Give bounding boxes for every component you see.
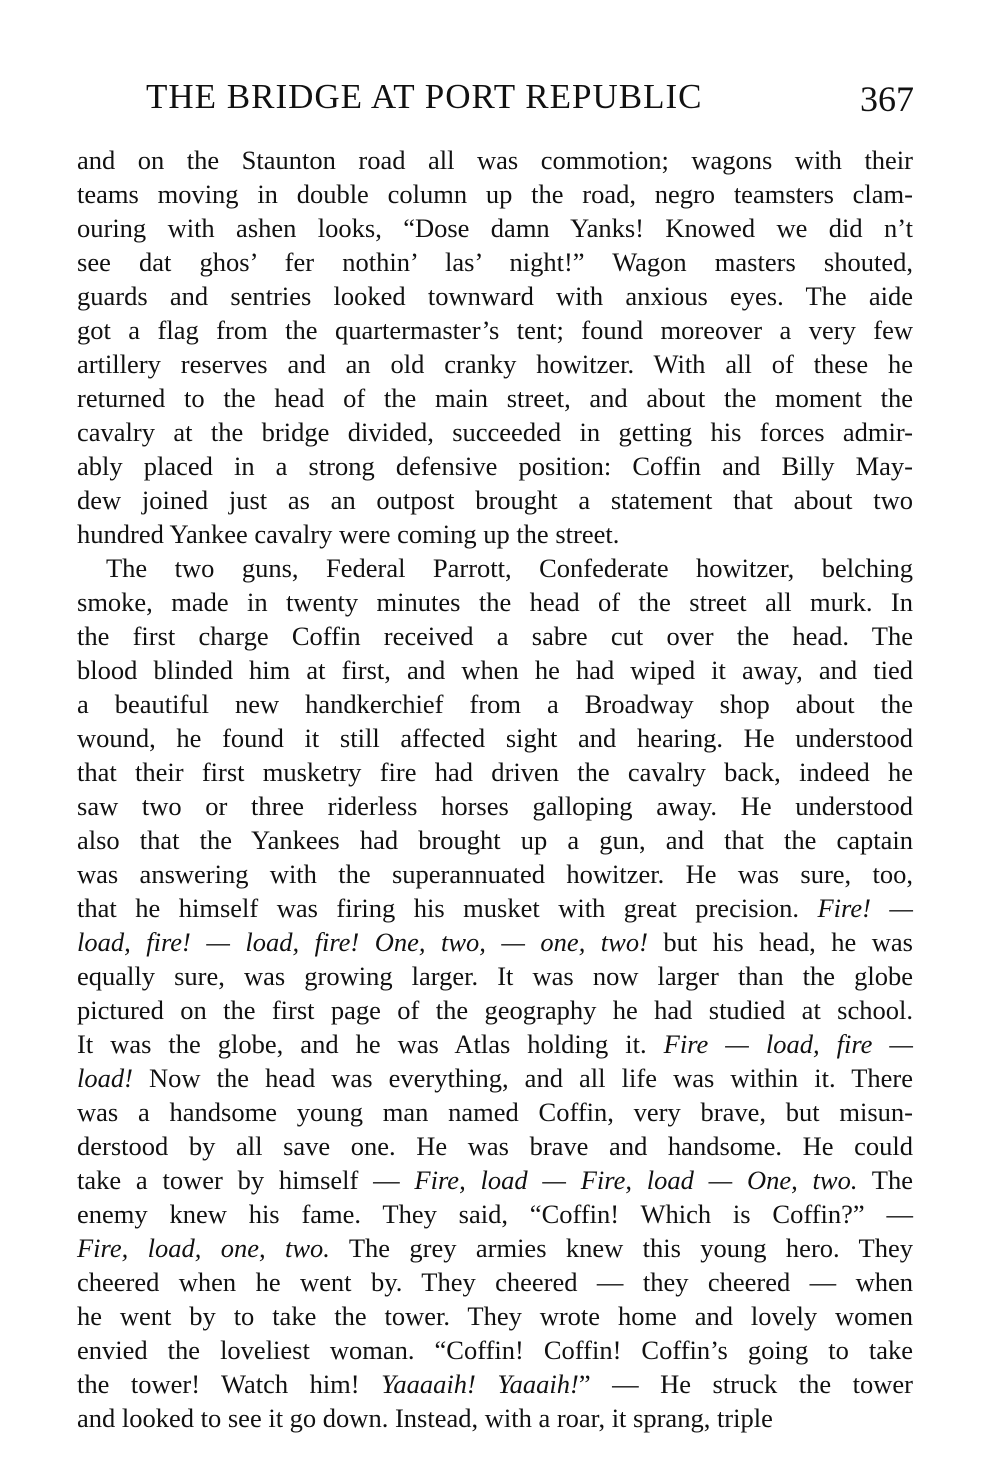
text-run: wound, he found it still affected sight and hearing. He understood xyxy=(77,723,913,753)
text-line xyxy=(77,993,913,1027)
text-run: guards and sentries looked townward with anxious eyes. The aide xyxy=(77,281,913,311)
text-run: see dat ghos’ fer nothin’ las’ night!” Wagon masters shouted, xyxy=(77,247,913,277)
text-run: take a tower by himself — xyxy=(77,1165,415,1195)
text-line xyxy=(77,347,913,381)
text-run: returned to the head of the main street, and about the moment the xyxy=(77,383,913,413)
text-line xyxy=(77,891,913,925)
text-line xyxy=(77,313,913,347)
text-line xyxy=(77,789,913,823)
italic-run: Fire — load, fire — xyxy=(663,1029,913,1059)
italic-run: load, fire! — load, fire! One, two, — one, two! xyxy=(77,927,648,957)
text-run: derstood by all save one. He was brave and handsome. He could xyxy=(77,1131,913,1161)
text-line xyxy=(77,1333,913,1367)
italic-run: Fire, load, one, two. xyxy=(77,1233,330,1263)
text-line xyxy=(77,653,913,687)
text-run: enemy knew his fame. They said, “Coffin! Which is Coffin?” — xyxy=(77,1199,913,1229)
text-line xyxy=(77,1095,913,1129)
text-run: Now the head was everything, and all life was within it. There xyxy=(132,1063,913,1093)
text-run: he went by to take the tower. They wrote home and lovely women xyxy=(77,1301,913,1331)
text-run: a beautiful new handkerchief from a Broadway shop about the xyxy=(77,689,913,719)
text-line xyxy=(77,1197,913,1231)
text-line xyxy=(77,1299,913,1333)
text-line xyxy=(77,177,913,211)
text-line xyxy=(77,143,913,177)
text-run: artillery reserves and an old cranky howitzer. With all of these he xyxy=(77,349,913,379)
text-line xyxy=(77,925,913,959)
text-line xyxy=(77,449,913,483)
text-line xyxy=(77,1129,913,1163)
text-run: cheered when he went by. They cheered — they cheered — when xyxy=(77,1267,913,1297)
italic-run: Fire! — xyxy=(817,893,913,923)
text-line xyxy=(77,721,913,755)
text-line xyxy=(77,1367,913,1401)
text-run: dew joined just as an outpost brought a statement that about two xyxy=(77,485,913,515)
text-line xyxy=(77,755,913,789)
text-run: smoke, made in twenty minutes the head of the street all murk. In xyxy=(77,587,913,617)
running-title: THE BRIDGE AT PORT REPUBLIC xyxy=(146,77,703,116)
text-run: got a flag from the quartermaster’s tent; found moreover a very few xyxy=(77,315,913,345)
text-run: ouring with ashen looks, “Dose damn Yanks! Knowed we did n’t xyxy=(77,213,913,243)
text-line xyxy=(77,245,913,279)
text-line xyxy=(77,1401,913,1435)
text-run: and looked to see it go down. Instead, with a roar, it sprang, triple xyxy=(77,1403,773,1433)
running-head xyxy=(146,72,926,122)
paragraph xyxy=(77,551,913,1435)
text-run: ably placed in a strong defensive position: Coffin and Billy May- xyxy=(77,451,913,481)
text-run: hundred Yankee cavalry were coming up the street. xyxy=(77,519,620,549)
text-run: teams moving in double column up the road, negro teamsters clam- xyxy=(77,179,913,209)
text-run: that their first musketry fire had driven the cavalry back, indeed he xyxy=(77,757,913,787)
text-run: the first charge Coffin received a sabre cut over the head. The xyxy=(77,621,913,651)
text-line xyxy=(77,517,913,551)
text-run: was answering with the superannuated howitzer. He was sure, too, xyxy=(77,859,913,889)
text-line xyxy=(77,585,913,619)
text-run: and on the Staunton road all was commotion; wagons with their xyxy=(77,145,913,175)
text-line xyxy=(77,415,913,449)
page-number: 367 xyxy=(860,79,914,119)
text-run: ” — He struck the tower xyxy=(578,1369,913,1399)
text-line xyxy=(77,959,913,993)
text-run: envied the loveliest woman. “Coffin! Coffin! Coffin’s going to take xyxy=(77,1335,913,1365)
text-run: The grey armies knew this young hero. They xyxy=(329,1233,913,1263)
text-run: the tower! Watch him! xyxy=(77,1369,382,1399)
text-line xyxy=(77,1265,913,1299)
text-line xyxy=(77,687,913,721)
text-line xyxy=(77,1061,913,1095)
italic-run: Fire, load — Fire, load — One, two. xyxy=(414,1165,858,1195)
text-run: pictured on the first page of the geography he had studied at school. xyxy=(77,995,913,1025)
text-line xyxy=(77,211,913,245)
text-line xyxy=(77,823,913,857)
text-run: cavalry at the bridge divided, succeeded in getting his forces admir- xyxy=(77,417,913,447)
text-line xyxy=(77,1027,913,1061)
text-line xyxy=(77,857,913,891)
paragraph xyxy=(77,143,913,551)
text-run: was a handsome young man named Coffin, very brave, but misun- xyxy=(77,1097,913,1127)
text-line xyxy=(77,279,913,313)
text-run: The two guns, Federal Parrott, Confederate howitzer, belching xyxy=(106,553,913,583)
text-run: saw two or three riderless horses galloping away. He understood xyxy=(77,791,913,821)
body-text xyxy=(77,143,913,1435)
text-line xyxy=(77,483,913,517)
text-line xyxy=(77,1163,913,1197)
text-run: The xyxy=(857,1165,913,1195)
text-line xyxy=(77,551,913,585)
text-run: but his head, he was xyxy=(647,927,913,957)
text-run: also that the Yankees had brought up a gun, and that the captain xyxy=(77,825,913,855)
text-run: It was the globe, and he was Atlas holding it. xyxy=(77,1029,664,1059)
text-line xyxy=(77,1231,913,1265)
text-line xyxy=(77,381,913,415)
italic-run: Yaaaaih! Yaaaih! xyxy=(381,1369,579,1399)
text-line xyxy=(77,619,913,653)
text-run: blood blinded him at first, and when he had wiped it away, and tied xyxy=(77,655,913,685)
italic-run: load! xyxy=(77,1063,133,1093)
text-run: equally sure, was growing larger. It was now larger than the globe xyxy=(77,961,913,991)
text-run: that he himself was firing his musket with great precision. xyxy=(77,893,818,923)
